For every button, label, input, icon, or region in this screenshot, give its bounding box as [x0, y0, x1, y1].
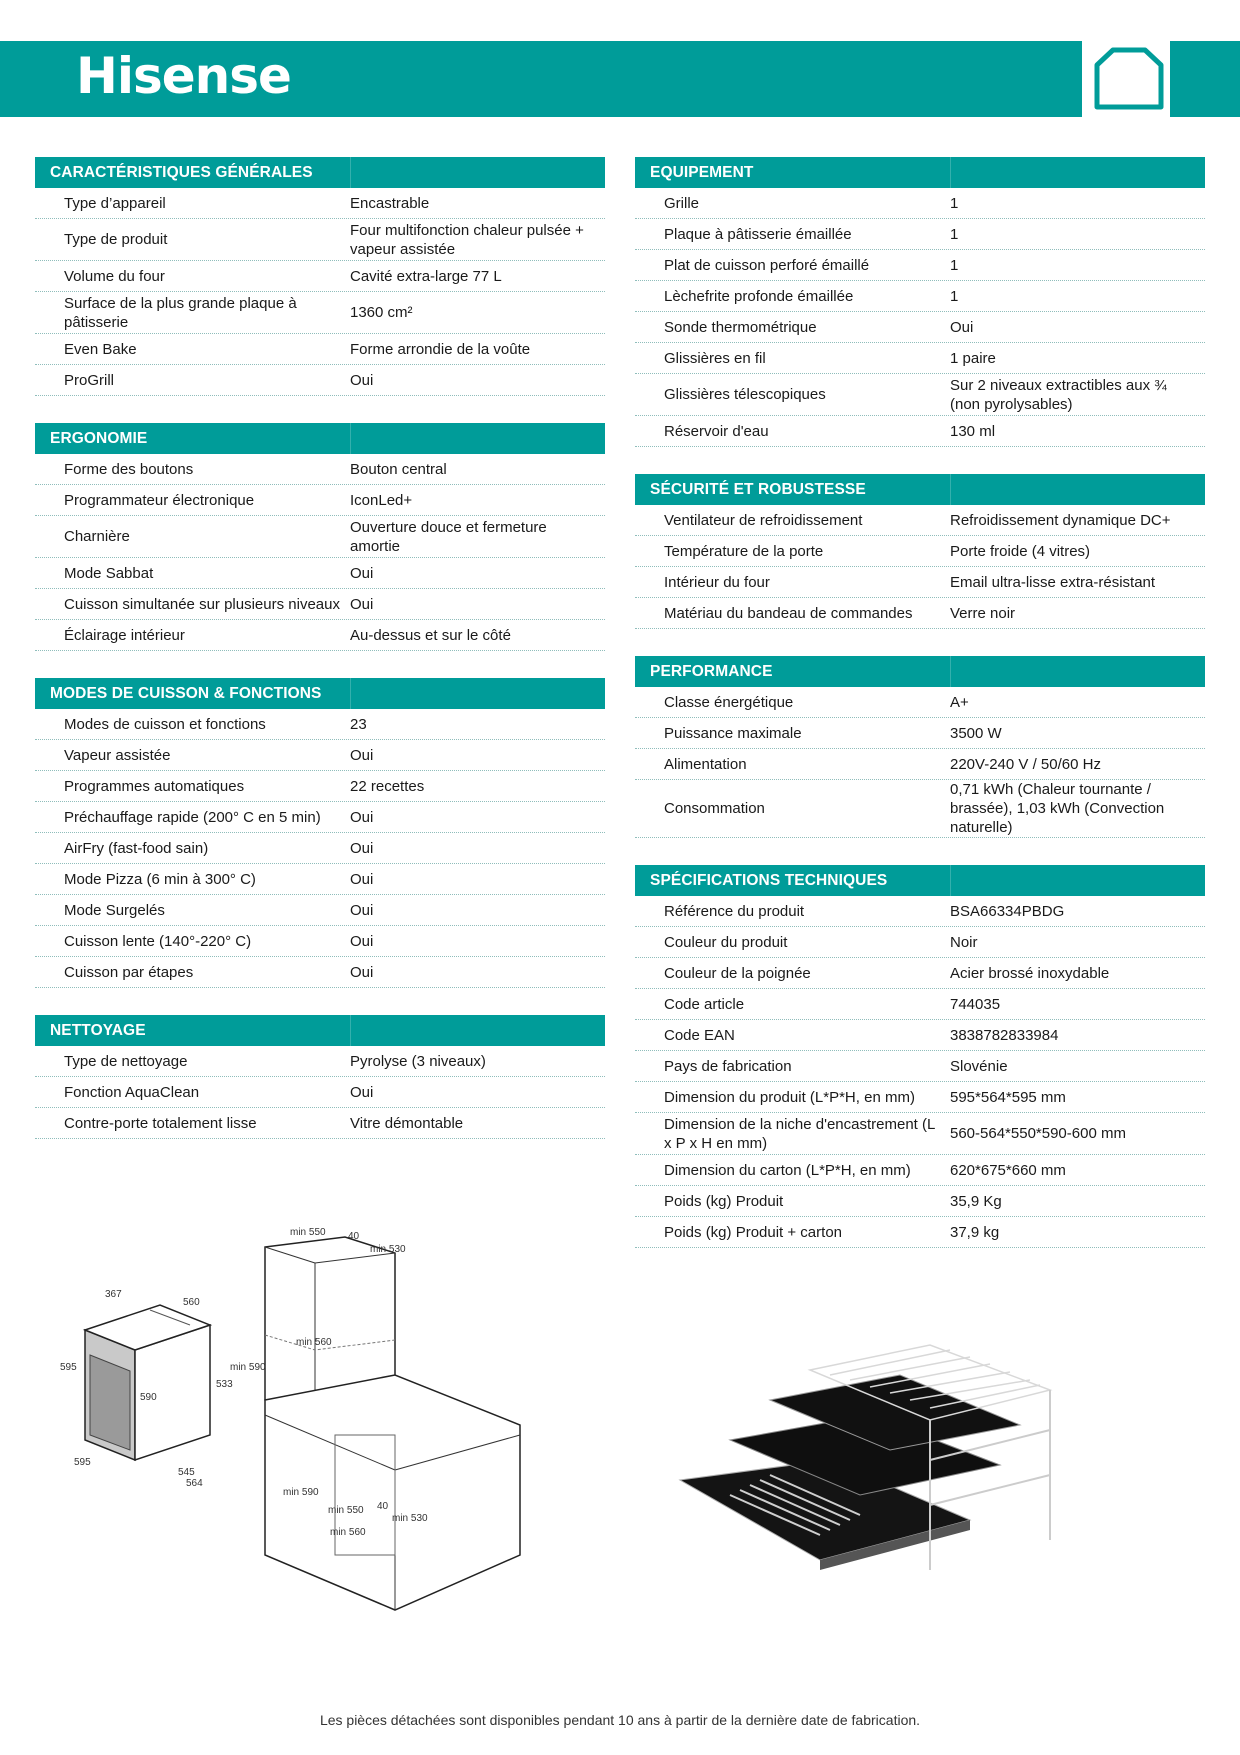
spec-label: Dimension du produit (L*P*H, en mm): [664, 1088, 915, 1106]
section-title: SPÉCIFICATIONS TECHNIQUES: [650, 871, 888, 889]
dim-label: 533: [216, 1379, 233, 1390]
dim-label: 595: [74, 1457, 91, 1468]
spec-row: [35, 833, 605, 864]
installation-dimension-diagram: [50, 1225, 540, 1645]
spec-row: [35, 292, 605, 334]
spec-label: Surface de la plus grande plaque à pâtisserie: [64, 294, 297, 331]
spec-value: Forme arrondie de la voûte: [350, 340, 531, 358]
spec-label: Forme des boutons: [64, 460, 194, 478]
dim-label: 40: [348, 1231, 360, 1242]
spec-value: Oui: [350, 901, 374, 919]
spec-label: Cuisson simultanée sur plusieurs niveaux: [64, 595, 340, 613]
spec-value: 3500 W: [950, 724, 1002, 742]
spec-row: [635, 536, 1205, 567]
spec-value: 35,9 Kg: [950, 1192, 1002, 1210]
spec-value: Four multifonction chaleur pulsée + vapeur assistée: [350, 221, 584, 258]
spec-label: Mode Pizza (6 min à 300° C): [64, 870, 256, 888]
spec-row: [635, 343, 1205, 374]
spec-value: 1: [950, 194, 959, 212]
dim-label: 590: [140, 1392, 157, 1403]
spec-row: [635, 1217, 1205, 1248]
dim-label: 564: [186, 1478, 203, 1489]
dim-label: min 550: [290, 1227, 326, 1238]
spec-label: Volume du four: [64, 267, 165, 285]
section-securite-robustesse: [635, 474, 1205, 629]
spec-value: Oui: [350, 1083, 374, 1101]
spec-row: [35, 895, 605, 926]
spec-label: Plaque à pâtisserie émaillée: [664, 225, 852, 243]
spec-row: [635, 780, 1205, 838]
section-equipement: [635, 157, 1205, 447]
section-title: MODES DE CUISSON & FONCTIONS: [50, 684, 322, 702]
spec-value: Vitre démontable: [350, 1114, 464, 1132]
section-header: [635, 474, 1205, 505]
dim-label: 595: [60, 1362, 77, 1373]
spec-value: Oui: [350, 746, 374, 764]
spec-label: Even Bake: [64, 340, 137, 358]
spec-row: [35, 957, 605, 988]
spec-label: Code article: [664, 995, 745, 1013]
spec-value: 1360 cm²: [350, 304, 413, 321]
spec-value: Email ultra-lisse extra-résistant: [950, 573, 1156, 591]
spec-value: Refroidissement dynamique DC+: [950, 511, 1171, 529]
spec-value: 37,9 kg: [950, 1223, 1000, 1241]
section-title: CARACTÉRISTIQUES GÉNÉRALES: [50, 163, 313, 181]
spec-label: Dimension du carton (L*P*H, en mm): [664, 1161, 911, 1179]
footer-spare-parts-note: Les pièces détachées sont disponibles pendant 10 ans à partir de la dernière date de fabrication.: [319, 1712, 921, 1728]
spec-row: [35, 219, 605, 261]
spec-row: [35, 709, 605, 740]
spec-label: Éclairage intérieur: [64, 626, 185, 644]
spec-row: [35, 334, 605, 365]
spec-label: Consommation: [664, 800, 765, 817]
spec-value: Oui: [350, 371, 374, 389]
spec-row: [635, 687, 1205, 718]
spec-label: Programmateur électronique: [64, 491, 255, 509]
spec-value: Cavité extra-large 77 L: [350, 267, 502, 285]
spec-value: Oui: [350, 808, 374, 826]
spec-value: Oui: [350, 564, 374, 582]
spec-value: Bouton central: [350, 460, 447, 478]
dim-label: 40: [377, 1501, 389, 1512]
section-header: [35, 157, 605, 188]
spec-value: 3838782833984: [950, 1026, 1059, 1044]
spec-value: BSA66334PBDG: [950, 902, 1065, 920]
dim-label: min 560: [296, 1337, 332, 1348]
spec-row: [635, 598, 1205, 629]
spec-label: Plat de cuisson perforé émaillé: [664, 256, 870, 274]
spec-value: 620*675*660 mm: [950, 1161, 1066, 1179]
spec-value: 220V-240 V / 50/60 Hz: [950, 755, 1101, 773]
spec-label: Poids (kg) Produit: [664, 1192, 784, 1210]
section-specifications-techniques: [635, 865, 1205, 1248]
spec-label: Sonde thermométrique: [664, 318, 817, 336]
spec-row: [35, 365, 605, 396]
spec-row: [635, 312, 1205, 343]
section-header: [635, 865, 1205, 896]
spec-label: Glissières télescopiques: [664, 386, 826, 403]
spec-label: Intérieur du four: [664, 573, 770, 591]
spec-row: [35, 740, 605, 771]
section-title: SÉCURITÉ ET ROBUSTESSE: [650, 480, 866, 498]
spec-label: Couleur du produit: [664, 933, 788, 951]
spec-label: Alimentation: [664, 755, 747, 773]
left-spec-column: [35, 157, 605, 1139]
spec-label: Cuisson lente (140°-220° C): [64, 932, 252, 950]
section-title: NETTOYAGE: [50, 1021, 146, 1039]
dim-label: min 530: [392, 1513, 428, 1524]
section-modes-de-cuisson: [35, 678, 605, 988]
spec-label: Type de produit: [64, 231, 168, 248]
spec-label: Poids (kg) Produit + carton: [664, 1223, 843, 1241]
spec-row: [35, 1046, 605, 1077]
spec-row: [635, 718, 1205, 749]
spec-row: [635, 1051, 1205, 1082]
dim-label: min 590: [230, 1362, 266, 1373]
spec-label: Mode Surgelés: [64, 901, 165, 919]
spec-label: Modes de cuisson et fonctions: [64, 715, 266, 733]
spec-value: 23: [350, 715, 367, 733]
spec-label: Réservoir d'eau: [664, 422, 769, 440]
spec-label: Préchauffage rapide (200° C en 5 min): [64, 808, 321, 826]
spec-label: Type d’appareil: [64, 194, 166, 212]
spec-value: 1: [950, 256, 959, 274]
spec-row: [635, 1155, 1205, 1186]
spec-label: Cuisson par étapes: [64, 963, 194, 981]
section-header: [635, 656, 1205, 687]
spec-value: 1: [950, 287, 959, 305]
spec-row: [635, 927, 1205, 958]
spec-value: Oui: [350, 595, 374, 613]
oven-drawing: [85, 1305, 210, 1460]
section-caracteristiques-generales: [35, 157, 605, 396]
right-spec-column: [635, 157, 1205, 1248]
oven-accessories-image: [670, 1330, 1110, 1630]
spec-row: [35, 516, 605, 558]
dim-label: min 530: [370, 1244, 406, 1255]
spec-label: Puissance maximale: [664, 724, 802, 742]
spec-row: [635, 374, 1205, 416]
spec-row: [635, 416, 1205, 447]
brand-banner: [0, 41, 1240, 117]
spec-label: Référence du produit: [664, 902, 805, 920]
dim-label: 545: [178, 1467, 195, 1478]
spec-value: A+: [950, 693, 969, 711]
spec-value: Porte froide (4 vitres): [950, 542, 1091, 560]
dim-label: 367: [105, 1289, 122, 1300]
spec-value: 744035: [950, 995, 1001, 1013]
spec-row: [35, 864, 605, 895]
spec-value: Au-dessus et sur le côté: [350, 626, 511, 644]
spec-row: [635, 749, 1205, 780]
spec-row: [35, 485, 605, 516]
spec-value: Oui: [350, 963, 374, 981]
spec-value: Slovénie: [950, 1057, 1008, 1075]
spec-label: Température de la porte: [664, 542, 824, 560]
spec-label: Fonction AquaClean: [64, 1083, 200, 1101]
spec-value: Oui: [350, 839, 374, 857]
spec-label: Pays de fabrication: [664, 1057, 792, 1075]
spec-label: Type de nettoyage: [64, 1052, 188, 1070]
brand-logo: Hisense: [76, 47, 291, 105]
spec-value: 1: [950, 225, 959, 243]
spec-row: [35, 802, 605, 833]
spec-value: Pyrolyse (3 niveaux): [350, 1052, 486, 1070]
section-performance: [635, 656, 1205, 838]
spec-label: Dimension de la niche d'encastrement (L x P x H en mm): [664, 1115, 935, 1152]
spec-row: [635, 1082, 1205, 1113]
spec-row: [35, 454, 605, 485]
spec-label: Vapeur assistée: [64, 746, 171, 764]
dim-label: 560: [183, 1297, 200, 1308]
spec-value: 560-564*550*590-600 mm: [950, 1125, 1126, 1142]
spec-value: 1 paire: [950, 349, 996, 367]
spec-row: [35, 558, 605, 589]
spec-value: Oui: [350, 870, 374, 888]
spec-label: Contre-porte totalement lisse: [64, 1114, 257, 1132]
section-header: [35, 423, 605, 454]
spec-row: [635, 896, 1205, 927]
spec-value: Sur 2 niveaux extractibles aux ¾ (non pyrolysables): [950, 376, 1167, 413]
spec-row: [35, 188, 605, 219]
spec-label: Lèchefrite profonde émaillée: [664, 287, 854, 305]
dim-label: min 590: [283, 1487, 319, 1498]
section-header: [35, 678, 605, 709]
dim-label: min 550: [328, 1505, 364, 1516]
spec-label: AirFry (fast-food sain): [64, 839, 209, 857]
spec-label: Classe énergétique: [664, 693, 794, 711]
dim-label: min 560: [330, 1527, 366, 1538]
section-nettoyage: [35, 1015, 605, 1139]
spec-value: 0,71 kWh (Chaleur tournante / brassée), 1,03 kWh (Convection naturelle): [950, 781, 1165, 836]
spec-value: Ouverture douce et fermeture amortie: [350, 518, 547, 555]
spec-row: [635, 188, 1205, 219]
spec-value: Acier brossé inoxydable: [950, 964, 1110, 982]
spec-row: [635, 989, 1205, 1020]
spec-label: Matériau du bandeau de commandes: [664, 604, 913, 622]
spec-label: Mode Sabbat: [64, 564, 154, 582]
spec-label: ProGrill: [64, 371, 115, 389]
section-title: ERGONOMIE: [50, 429, 148, 447]
spec-row: [35, 589, 605, 620]
spec-row: [635, 1186, 1205, 1217]
spec-row: [635, 1020, 1205, 1051]
spec-row: [35, 261, 605, 292]
spec-value: 595*564*595 mm: [950, 1088, 1066, 1106]
spec-row: [635, 1113, 1205, 1155]
spec-value: Encastrable: [350, 194, 430, 212]
spec-value: Noir: [950, 933, 978, 951]
spec-row: [35, 620, 605, 651]
spec-value: IconLed+: [350, 491, 413, 509]
spec-row: [35, 1108, 605, 1139]
spec-row: [635, 505, 1205, 536]
spec-label: Code EAN: [664, 1026, 735, 1044]
spec-value: Verre noir: [950, 604, 1016, 622]
spec-row: [635, 567, 1205, 598]
section-header: [635, 157, 1205, 188]
section-header: [35, 1015, 605, 1046]
spec-value: Oui: [950, 318, 974, 336]
spec-row: [635, 958, 1205, 989]
spec-value: 130 ml: [950, 422, 996, 440]
spec-row: [35, 771, 605, 802]
spec-row: [635, 281, 1205, 312]
spec-value: 22 recettes: [350, 777, 425, 795]
spec-label: Couleur de la poignée: [664, 964, 811, 982]
spec-value: Oui: [350, 932, 374, 950]
hisense-house-outline-icon: [1091, 45, 1167, 113]
spec-label: Ventilateur de refroidissement: [664, 511, 863, 529]
spec-label: Glissières en fil: [664, 349, 766, 367]
spec-row: [35, 1077, 605, 1108]
spec-row: [635, 219, 1205, 250]
spec-row: [635, 250, 1205, 281]
section-title: EQUIPEMENT: [650, 163, 754, 181]
section-ergonomie: [35, 423, 605, 651]
spec-label: Grille: [664, 194, 700, 212]
section-title: PERFORMANCE: [650, 662, 773, 680]
spec-label: Programmes automatiques: [64, 777, 245, 795]
spec-row: [35, 926, 605, 957]
spec-label: Charnière: [64, 528, 130, 545]
